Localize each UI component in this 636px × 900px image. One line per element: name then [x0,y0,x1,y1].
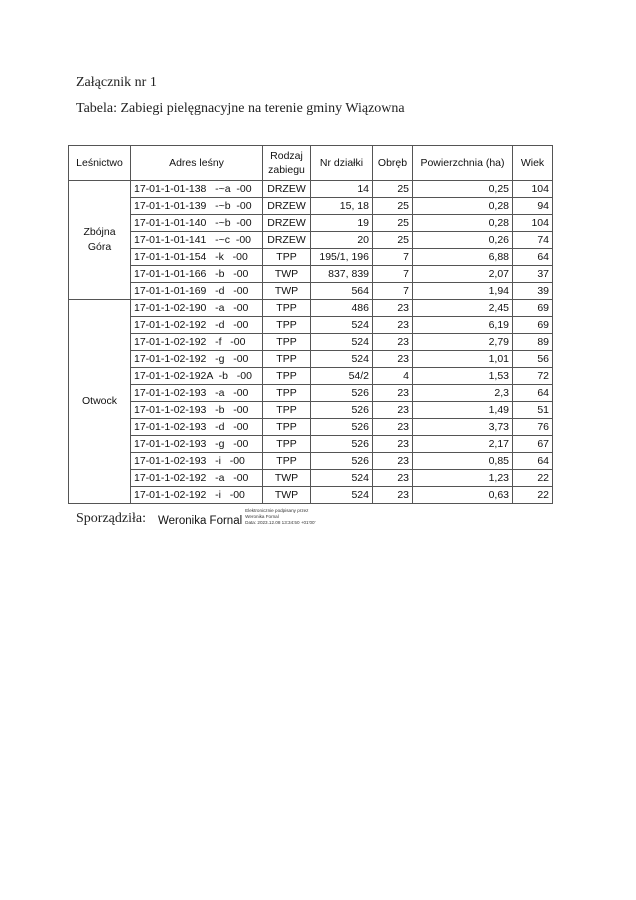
age-cell: 64 [513,453,553,470]
signature-stamp-line: Data: 2023.12.08 13:34:50 +01'00' [245,520,316,525]
header-age: Wiek [513,146,553,181]
district-name-line: Góra [87,241,112,253]
plot-number-cell: 19 [311,215,373,232]
treatment-type-cell: DRZEW [263,198,311,215]
area-cell: 6,19 [413,317,513,334]
age-cell: 22 [513,470,553,487]
header-area: Powierzchnia (ha) [413,146,513,181]
plot-number-cell: 524 [311,334,373,351]
precinct-cell: 25 [373,181,413,198]
table-row [69,351,553,368]
precinct-cell: 23 [373,470,413,487]
table-row [69,283,553,300]
header-type-line1: Rodzaj [270,150,303,162]
treatment-type-cell: TPP [263,385,311,402]
age-cell: 39 [513,283,553,300]
precinct-cell: 25 [373,215,413,232]
age-cell: 104 [513,215,553,232]
table-row [69,402,553,419]
header-plot-number: Nr działki [311,146,373,181]
area-cell: 3,73 [413,419,513,436]
age-cell: 76 [513,419,553,436]
treatment-type-cell: TWP [263,266,311,283]
treatment-type-cell: TWP [263,487,311,504]
table-row [69,232,553,249]
address-cell: 17-01-1-01-141 -~c -00 [131,232,263,249]
precinct-cell: 23 [373,487,413,504]
address-cell: 17-01-1-02-193 -b -00 [131,402,263,419]
plot-number-cell: 524 [311,470,373,487]
address-cell: 17-01-1-01-166 -b -00 [131,266,263,283]
age-cell: 64 [513,385,553,402]
age-cell: 69 [513,300,553,317]
header-type-line2: zabiegu [268,164,305,176]
header-address: Adres leśny [131,146,263,181]
address-cell: 17-01-1-01-139 -~b -00 [131,198,263,215]
table-row [69,368,553,385]
plot-number-cell: 837, 839 [311,266,373,283]
plot-number-cell: 54/2 [311,368,373,385]
age-cell: 94 [513,198,553,215]
treatment-type-cell: TPP [263,249,311,266]
signature-stamp-line: Elektronicznie podpisany przez [245,508,309,513]
area-cell: 6,88 [413,249,513,266]
table-row [69,181,553,198]
area-cell: 1,01 [413,351,513,368]
table-row [69,334,553,351]
area-cell: 0,28 [413,198,513,215]
table-row [69,470,553,487]
plot-number-cell: 526 [311,402,373,419]
table-row [69,385,553,402]
treatment-type-cell: TPP [263,334,311,351]
age-cell: 104 [513,181,553,198]
age-cell: 51 [513,402,553,419]
area-cell: 2,45 [413,300,513,317]
area-cell: 0,63 [413,487,513,504]
address-cell: 17-01-1-01-169 -d -00 [131,283,263,300]
area-cell: 2,17 [413,436,513,453]
signature-stamp-line: Weronika Fornal [245,514,279,519]
address-cell: 17-01-1-01-154 -k -00 [131,249,263,266]
age-cell: 67 [513,436,553,453]
area-cell: 1,94 [413,283,513,300]
address-cell: 17-01-1-02-192 -a -00 [131,470,263,487]
area-cell: 2,79 [413,334,513,351]
table-row [69,453,553,470]
plot-number-cell: 526 [311,385,373,402]
area-cell: 0,26 [413,232,513,249]
treatment-type-cell: TPP [263,419,311,436]
precinct-cell: 23 [373,317,413,334]
plot-number-cell: 564 [311,283,373,300]
treatment-type-cell: DRZEW [263,215,311,232]
treatment-type-cell: TPP [263,317,311,334]
address-cell: 17-01-1-02-190 -a -00 [131,300,263,317]
precinct-cell: 23 [373,351,413,368]
age-cell: 89 [513,334,553,351]
area-cell: 1,23 [413,470,513,487]
precinct-cell: 23 [373,453,413,470]
address-cell: 17-01-1-02-192 -g -00 [131,351,263,368]
address-cell: 17-01-1-02-193 -i -00 [131,453,263,470]
table-row [69,419,553,436]
table-row [69,487,553,504]
treatment-type-cell: TWP [263,470,311,487]
header-district: Leśnictwo [69,146,131,181]
address-cell: 17-01-1-02-193 -g -00 [131,436,263,453]
area-cell: 1,53 [413,368,513,385]
age-cell: 64 [513,249,553,266]
precinct-cell: 4 [373,368,413,385]
table-caption: Tabela: Zabiegi pielęgnacyjne na terenie gminy Wiązowna [76,101,405,116]
age-cell: 22 [513,487,553,504]
precinct-cell: 23 [373,334,413,351]
table-row [69,300,553,317]
plot-number-cell: 15, 18 [311,198,373,215]
signature-stamp [245,508,315,526]
plot-number-cell: 486 [311,300,373,317]
table-body [69,181,553,504]
treatment-type-cell: TPP [263,368,311,385]
signature-name: Weronika Fornal [157,515,243,527]
precinct-cell: 23 [373,300,413,317]
precinct-cell: 7 [373,249,413,266]
table-row [69,317,553,334]
precinct-cell: 7 [373,266,413,283]
table-row [69,198,553,215]
precinct-cell: 25 [373,232,413,249]
signature-label: Sporządziła: [76,511,146,526]
treatment-type-cell: TPP [263,453,311,470]
treatment-type-cell: TPP [263,300,311,317]
plot-number-cell: 14 [311,181,373,198]
precinct-cell: 25 [373,198,413,215]
table-row [69,436,553,453]
plot-number-cell: 526 [311,453,373,470]
address-cell: 17-01-1-02-193 -a -00 [131,385,263,402]
plot-number-cell: 526 [311,419,373,436]
address-cell: 17-01-1-02-192 -d -00 [131,317,263,334]
address-cell: 17-01-1-02-193 -d -00 [131,419,263,436]
area-cell: 2,3 [413,385,513,402]
treatment-type-cell: DRZEW [263,232,311,249]
plot-number-cell: 195/1, 196 [311,249,373,266]
age-cell: 72 [513,368,553,385]
table-header-row [69,146,553,181]
attachment-title: Załącznik nr 1 [76,75,157,90]
district-name-line: Otwock [81,395,117,407]
district-cell [69,181,131,300]
age-cell: 56 [513,351,553,368]
district-cell [69,300,131,504]
precinct-cell: 23 [373,419,413,436]
age-cell: 37 [513,266,553,283]
treatment-type-cell: TPP [263,402,311,419]
precinct-cell: 23 [373,436,413,453]
header-precinct: Obręb [373,146,413,181]
area-cell: 0,85 [413,453,513,470]
precinct-cell: 23 [373,402,413,419]
area-cell: 2,07 [413,266,513,283]
table-row [69,266,553,283]
plot-number-cell: 524 [311,351,373,368]
address-cell: 17-01-1-02-192 -i -00 [131,487,263,504]
precinct-cell: 23 [373,385,413,402]
signature-block [76,509,315,527]
area-cell: 0,25 [413,181,513,198]
forest-treatment-table [68,145,553,504]
district-name-line: Zbójna [83,226,116,238]
address-cell: 17-01-1-01-140 -~b -00 [131,215,263,232]
address-cell: 17-01-1-02-192A -b -00 [131,368,263,385]
table-row [69,215,553,232]
treatment-type-cell: TPP [263,351,311,368]
area-cell: 0,28 [413,215,513,232]
plot-number-cell: 20 [311,232,373,249]
area-cell: 1,49 [413,402,513,419]
treatment-type-cell: TPP [263,436,311,453]
table-row [69,249,553,266]
treatment-type-cell: DRZEW [263,181,311,198]
precinct-cell: 7 [373,283,413,300]
plot-number-cell: 524 [311,317,373,334]
treatment-type-cell: TWP [263,283,311,300]
age-cell: 74 [513,232,553,249]
age-cell: 69 [513,317,553,334]
plot-number-cell: 524 [311,487,373,504]
plot-number-cell: 526 [311,436,373,453]
header-treatment-type [263,146,311,181]
address-cell: 17-01-1-02-192 -f -00 [131,334,263,351]
address-cell: 17-01-1-01-138 -~a -00 [131,181,263,198]
